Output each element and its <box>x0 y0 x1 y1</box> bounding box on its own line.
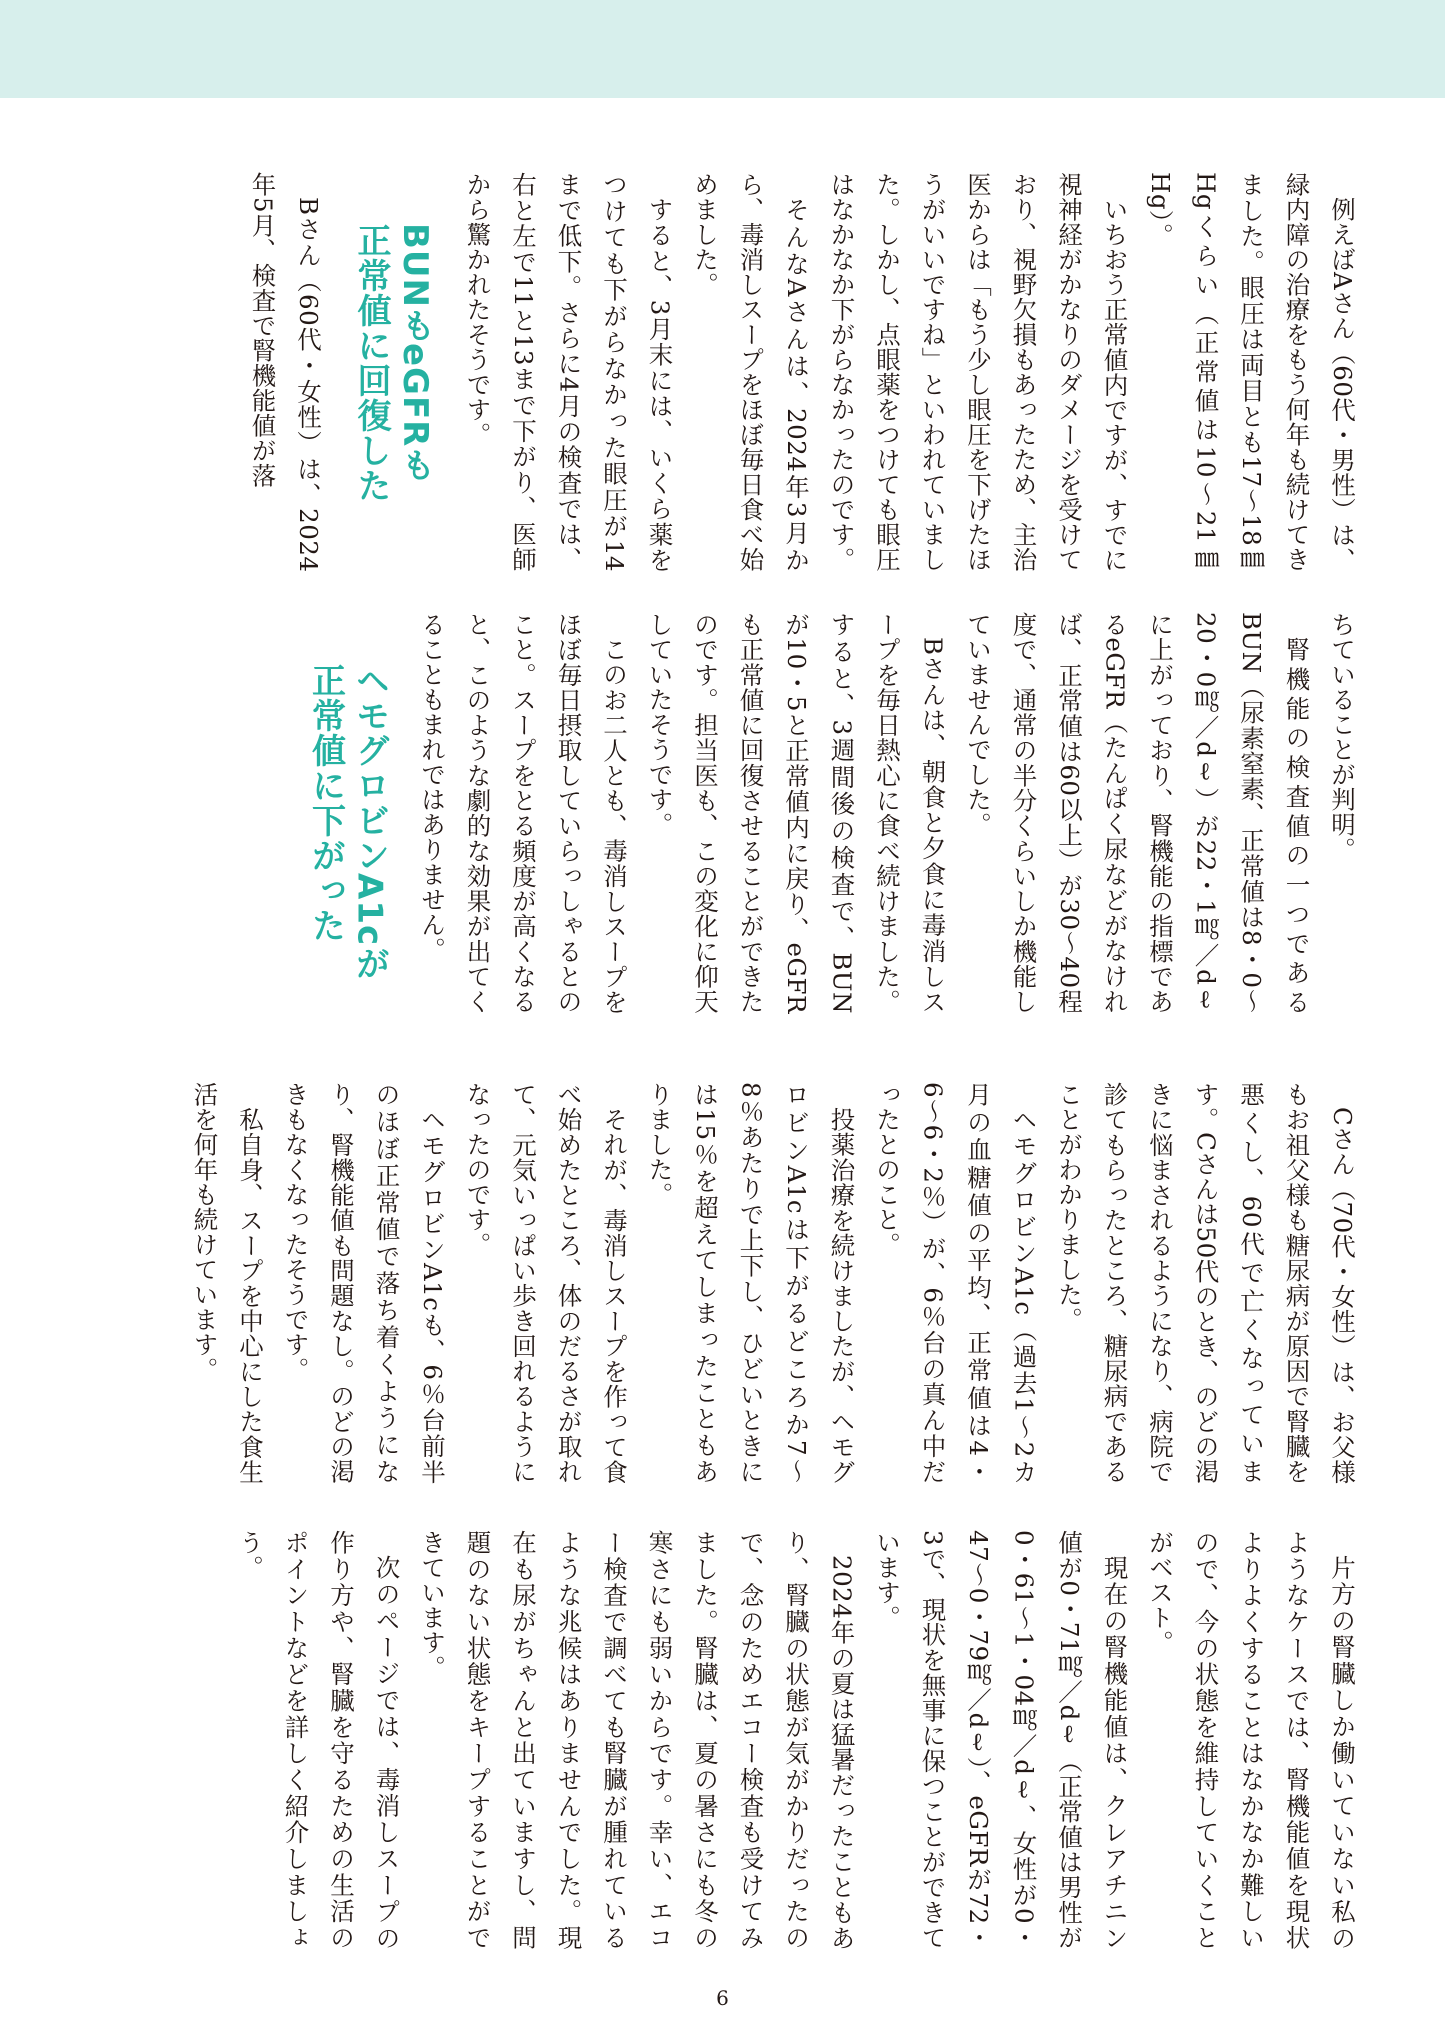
paragraph: 例えばAさん（60代・男性）は、緑内障の治療をもう何年も続けてきました。眼圧は両目とも17〜18㎜Hgくらい（正常値は10〜21㎜Hg）。 <box>1146 172 1357 572</box>
heading-line: BUNもeGFRも <box>395 223 435 483</box>
heading-line: ヘモグロビンA1cが <box>349 663 390 982</box>
paragraph: 私自身、スープを中心にした食生活を何年も続けています。 <box>190 1082 265 1484</box>
header-band <box>0 0 1445 98</box>
text-tier-4 <box>85 1530 1365 1950</box>
section-heading-bun <box>349 172 437 572</box>
paragraph: 現在の腎機能値は、クレアチニン値が0・71㎎／dℓ（正常値は男性が0・61〜1・04㎎／dℓ、女性が0・47〜0・79㎎／dℓ）、eGFRが72・3で、現状を無事に保つことができています。 <box>873 1530 1130 1950</box>
paragraph: 投薬治療を続けましたが、ヘモグロビンA1cは下がるどころか7〜8％あたりで上下し、ひどいときには15％を超えてしまったこともありました。 <box>645 1082 857 1484</box>
paragraph: 腎機能の検査値の一つであるBUN（尿素窒素、正常値は8・0〜20・0㎎／dℓ）が22・1㎎／dℓに上がっており、腎機能の指標であるeGFR（たんぱく尿などがなければ、正常値は60以上）が30〜40程度で、通常の半分くらいしか機能していませんでした。 <box>964 612 1312 1014</box>
paragraph: 2024年の夏は猛暑だったこともあり、腎臓の状態が気がかりだったので、念のためエコー検査も受けてみました。腎臓は、夏の暑さにも冬の寒さにも弱いからです。幸い、エコー検査で調べても腎臓が腫れているような兆候はありませんでした。現在も尿がちゃんと出ていますし、問題のない状態をキープすることができています。 <box>418 1530 857 1950</box>
section-heading-hba1c <box>304 612 392 1014</box>
heading-line: 正常値に下がった <box>305 663 346 943</box>
paragraph: すると、3月末には、いくら薬をつけても下がらなかった眼圧が14まで低下。さらに4月の検査では、右と左で11と13まで下がり、医師から驚かれたそうです。 <box>463 172 675 572</box>
paragraph: 次のページでは、毒消しスープの作り方や、腎臓を守るための生活のポイントなどを詳しく紹介しましょう。 <box>236 1530 402 1950</box>
paragraph: いちおう正常値内ですが、すでに視神経がかなりのダメージを受けており、視野欠損もあったため、主治医からは「もう少し眼圧を下げたほうがいいですね」といわれていました。しかし、点眼薬をつけても眼圧はなかなか下がらなかったのです。 <box>827 172 1130 572</box>
paragraph: このお二人とも、毒消しスープをほぼ毎日摂取していらっしゃるとのこと。スープをとる頻度が高くなると、このような劇的な効果が出てくることもまれではありません。 <box>418 612 629 1014</box>
paragraph: Bさんは、朝食と夕食に毒消しスープを毎日熱心に食べ続けました。すると、3週間後の検査で、BUNが10・5と正常値内に戻り、eGFRも正常値に回復させることができたのです。担当医も、この変化に仰天していたそうです。 <box>645 612 948 1014</box>
heading-line: 正常値に回復した <box>351 223 391 503</box>
text-tier-2 <box>85 612 1365 1014</box>
paragraph: Cさん（70代・女性）は、お父様もお祖父様も糖尿病が原因で腎臓を悪くし、60代で亡くなっています。Cさんは50代のとき、のどの渇きに悩まされるようになり、病院で診てもらったところ、糖尿病であることがわかりました。 <box>1055 1082 1357 1484</box>
paragraph: そんなAさんは、2024年3月から、毒消しスープをほぼ毎日食べ始めました。 <box>691 172 811 572</box>
paragraph: ヘモグロビンA1cも、6％台前半のほぼ正常値で落ち着くようになり、腎機能値も問題なし。のどの渇きもなくなったそうです。 <box>281 1082 447 1484</box>
page-number: 6 <box>716 1986 729 2010</box>
text-tier-3 <box>85 1082 1365 1484</box>
paragraph: Bさん（60代・女性）は、2024年5月、検査で腎機能値が落 <box>248 172 323 572</box>
paragraph: 片方の腎臓しか働いていない私のようなケースでは、腎機能値を現状よりよくすることはなかなか難しいので、今の状態を維持していくことがベスト。 <box>1146 1530 1357 1950</box>
paragraph: ちていることが判明。 <box>1328 612 1357 862</box>
paragraph: それが、毒消しスープを作って食べ始めたところ、体のだるさが取れて、元気いっぱい歩き回れるようになったのです。 <box>463 1082 629 1484</box>
paragraph: ヘモグロビンA1c（過去1〜2カ月の血糖値の平均、正常値は4・6〜6・2％）が、6％台の真ん中だったとのこと。 <box>873 1082 1039 1484</box>
text-tier-1 <box>85 172 1365 572</box>
